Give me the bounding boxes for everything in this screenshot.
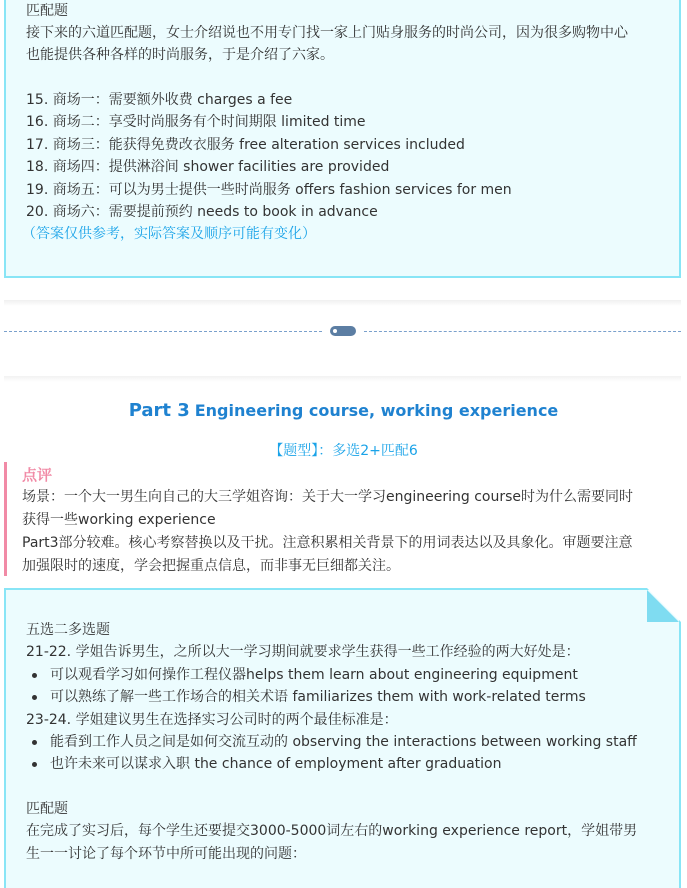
part-topic: Engineering course, working experience — [194, 401, 559, 420]
question-23-24: 23-24. 学姐建议男生在选择实习公司时的两个最佳标准是： — [26, 712, 398, 728]
section-heading: 匹配题 — [26, 3, 68, 19]
review-line-4: 加强限时的速度，学会把握重点信息，而非事无巨细都关注。 — [22, 558, 400, 574]
answer-item-20: 20. 商场六：需要提前预约 needs to book in advance — [26, 204, 378, 220]
answer-item-17: 17. 商场三：能获得免费改衣服务 free alteration services included — [26, 137, 465, 153]
divider-right — [364, 331, 681, 332]
section-heading-matching: 匹配题 — [26, 801, 68, 817]
page-fold-shade — [647, 590, 679, 622]
review-line-1: 场景：一个大一男生向自己的大三学姐咨询：关于大一学习engineering course时为什么需要同时 — [22, 489, 634, 505]
answer-item-18: 18. 商场四：提供淋浴间 shower facilities are provided — [26, 159, 390, 175]
answer-bullet-23: 能看到工作人员之间是如何交流互动的 observing the interactions between working staff — [50, 734, 637, 750]
answer-note: （答案仅供参考，实际答案及顺序可能有变化） — [22, 226, 316, 242]
review-heading: 点评 — [22, 466, 53, 484]
matching-intro-line-1: 在完成了实习后，每个学生还要提交3000-5000词左右的working experience report，学姐带男 — [26, 823, 638, 839]
section-heading-multi: 五选二多选题 — [26, 622, 110, 638]
part-title — [0, 400, 687, 421]
question-21-22: 21-22. 学姐告诉男生，之所以大一学习期间就要求学生获得一些工作经验的两大好处是： — [26, 644, 580, 660]
bullet-icon — [32, 695, 37, 700]
bullet-icon — [32, 762, 37, 767]
review-line-3: Part3部分较难。核心考察替换以及干扰。注意积累相关背景下的用词表达以及具象化。审题要注意 — [22, 535, 633, 551]
answer-item-16: 16. 商场二：享受时尚服务有个时间期限 limited time — [26, 114, 366, 130]
bullet-icon — [32, 740, 37, 745]
answer-item-19: 19. 商场五：可以为男士提供一些时尚服务 offers fashion services for men — [26, 182, 512, 198]
intro-text-line-1: 接下来的六道匹配题，女士介绍说也不用专门找一家上门贴身服务的时尚公司，因为很多购物中心 — [26, 25, 628, 41]
bullet-icon — [32, 673, 37, 678]
divider-logo-icon — [330, 326, 356, 336]
answer-bullet-22: 可以熟练了解一些工作场合的相关术语 familiarizes them with work-related terms — [50, 689, 586, 705]
review-line-2: 获得一些working experience — [22, 512, 216, 528]
question-type: 【题型】：多选2+匹配6 — [269, 443, 418, 459]
matching-intro-line-2: 生一一讨论了每个环节中所可能出现的问题： — [26, 846, 306, 862]
answer-bullet-24: 也许未来可以谋求入职 the chance of employment after graduation — [50, 756, 502, 772]
answer-bullet-21: 可以观看学习如何操作工程仪器helps them learn about engineering equipment — [50, 667, 578, 683]
review-accent-bar — [4, 462, 7, 576]
answer-item-15: 15. 商场一：需要额外收费 charges a fee — [26, 92, 293, 108]
divider-left — [4, 331, 322, 332]
card-shadow — [4, 300, 681, 306]
part-number: Part 3 — [128, 400, 190, 421]
intro-text-line-2: 也能提供各种各样的时尚服务，于是介绍了六家。 — [26, 47, 334, 63]
card-shadow-top — [4, 376, 681, 382]
